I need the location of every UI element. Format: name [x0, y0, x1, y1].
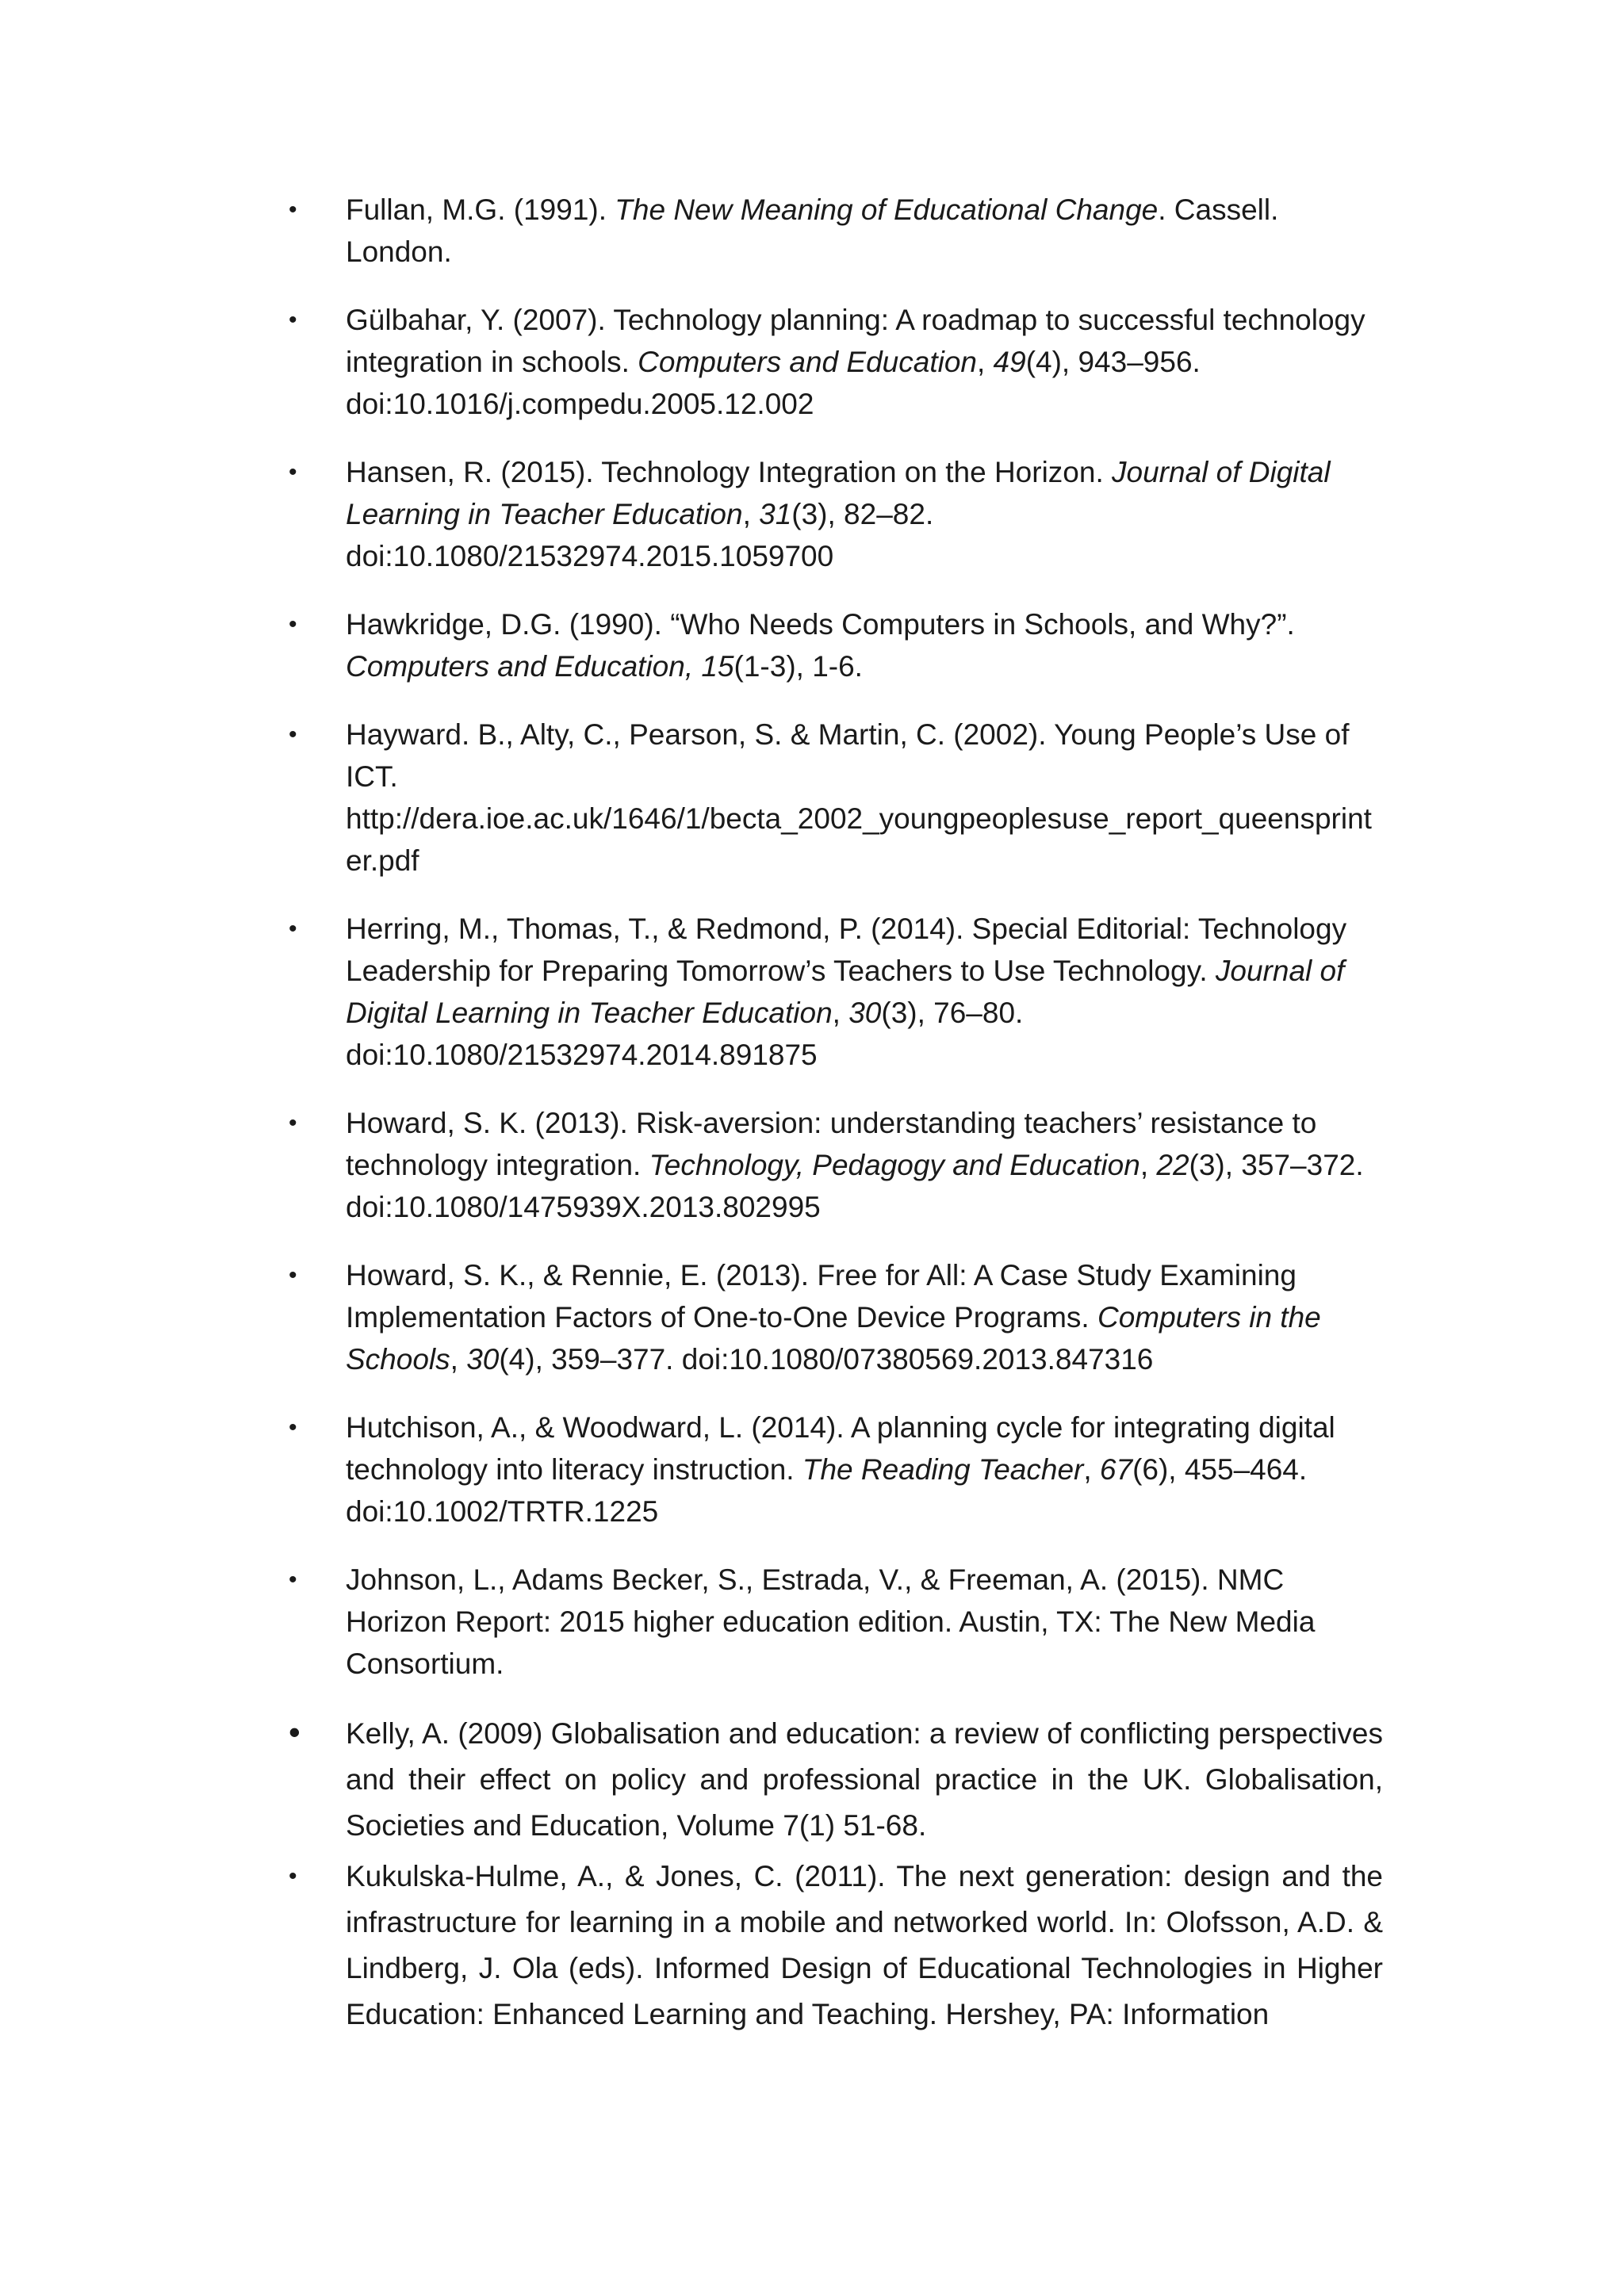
reference-segment: , [832, 997, 849, 1029]
reference-italic-segment: Journal of Digital Learning in Teacher Education [346, 456, 1331, 530]
reference-item [289, 1711, 1383, 1849]
reference-segment: , [450, 1343, 467, 1376]
reference-segment: Hayward. B., Alty, C., Pearson, S. & Martin, C. (2002). Young People’s Use of ICT. http://dera.ioe.ac.uk/1646/1/becta_2002_youngpeoplesuse_report_queensprinter.pdf [346, 718, 1372, 877]
reference-segment: (3), 357–372. doi:10.1080/1475939X.2013.802995 [346, 1149, 1364, 1223]
reference-item [289, 908, 1383, 1076]
reference-text [346, 603, 1383, 687]
reference-segment: Kukulska-Hulme, A., & Jones, C. (2011). The next generation: design and the infrastructure for learning in a mobile and networked world. In: Olofsson, A.D. & Lindberg, J. Ola (eds). Informed Design of Educational Technologies in Higher Education: Enhanced Learning and Teaching. Hershey, PA: Information [346, 1860, 1383, 2030]
bullet-icon: • [289, 1110, 297, 1136]
reference-segment: (4), 943–956. doi:10.1016/j.compedu.2005.12.002 [346, 346, 1201, 420]
bullet-icon: • [289, 459, 297, 485]
bullet-icon: • [289, 721, 297, 748]
bullet-icon: • [289, 611, 297, 637]
reference-text [346, 1711, 1383, 1849]
reference-segment: , [976, 346, 994, 378]
bullet-icon: • [289, 1713, 301, 1751]
reference-list [289, 189, 1383, 2042]
reference-italic-segment: 30 [848, 997, 882, 1029]
bullet-icon: • [289, 1863, 297, 1889]
reference-item [289, 1559, 1383, 1685]
reference-segment: Hutchison, A., & Woodward, L. (2014). A planning cycle for integrating digital technology into literacy instruction. [346, 1411, 1335, 1486]
reference-segment: Kelly, A. (2009) Globalisation and education: a review of conflicting perspectives and their effect on policy and professional practice in the UK. Globalisation, Societies and Education, Volume 7(1) 51-68. [346, 1717, 1383, 1842]
reference-text [346, 189, 1383, 273]
bullet-icon: • [289, 197, 297, 223]
reference-item [289, 451, 1383, 577]
reference-text [346, 1406, 1383, 1533]
reference-item [289, 1102, 1383, 1228]
reference-item [289, 714, 1383, 882]
bullet-icon: • [289, 1414, 297, 1441]
reference-segment: (3), 82–82. doi:10.1080/21532974.2015.1059700 [346, 498, 934, 572]
reference-italic-segment: The New Meaning of Educational Change [615, 193, 1159, 226]
reference-italic-segment: 49 [993, 346, 1026, 378]
reference-text [346, 908, 1383, 1076]
reference-text [346, 1254, 1383, 1380]
reference-segment: Johnson, L., Adams Becker, S., Estrada, V., & Freeman, A. (2015). NMC Horizon Report: 2015 higher education edition. Austin, TX: The New Media Consortium. [346, 1563, 1316, 1680]
reference-segment: (6), 455–464. doi:10.1002/TRTR.1225 [346, 1453, 1308, 1528]
reference-italic-segment: The Reading Teacher [802, 1453, 1084, 1486]
reference-item [289, 189, 1383, 273]
bullet-icon: • [289, 1262, 297, 1288]
reference-text [346, 1559, 1383, 1685]
reference-segment: Howard, S. K., & Rennie, E. (2013). Free for All: A Case Study Examining Implementation Factors of One-to-One Device Programs. [346, 1259, 1297, 1334]
reference-italic-segment: Journal of Digital Learning in Teacher Education [346, 955, 1345, 1029]
bullet-icon: • [289, 916, 297, 942]
reference-segment: Herring, M., Thomas, T., & Redmond, P. (2014). Special Editorial: Technology Leadership for Preparing Tomorrow’s Teachers to Use Technology. [346, 913, 1347, 987]
reference-italic-segment: 30 [466, 1343, 500, 1376]
reference-italic-segment: Computers and Education [638, 346, 977, 378]
reference-segment: , [1083, 1453, 1100, 1486]
reference-segment: Fullan, M.G. (1991). [346, 193, 615, 226]
reference-italic-segment: 22 [1156, 1149, 1189, 1181]
reference-italic-segment: Computers in the Schools [346, 1301, 1321, 1376]
bullet-icon: • [289, 307, 297, 333]
reference-text [346, 1102, 1383, 1228]
reference-item [289, 299, 1383, 425]
reference-segment: Hansen, R. (2015). Technology Integration on the Horizon. [346, 456, 1113, 488]
reference-segment: Hawkridge, D.G. (1990). “Who Needs Computers in Schools, and Why?”. [346, 608, 1295, 641]
reference-italic-segment: Computers and Education, 15 [346, 650, 734, 683]
reference-text [346, 299, 1383, 425]
reference-segment: Gülbahar, Y. (2007). Technology planning: A roadmap to successful technology integration in schools. [346, 304, 1365, 378]
reference-italic-segment: Technology, Pedagogy and Education [649, 1149, 1140, 1181]
reference-italic-segment: 67 [1099, 1453, 1133, 1486]
reference-segment: , [742, 498, 760, 530]
reference-text [346, 451, 1383, 577]
reference-item [289, 1406, 1383, 1533]
reference-text [346, 714, 1383, 882]
reference-item [289, 1854, 1383, 2038]
reference-italic-segment: 31 [759, 498, 792, 530]
reference-item [289, 1254, 1383, 1380]
reference-text [346, 1854, 1383, 2038]
reference-segment: Howard, S. K. (2013). Risk-aversion: understanding teachers’ resistance to technology integration. [346, 1107, 1317, 1181]
reference-segment: , [1139, 1149, 1157, 1181]
reference-segment: (3), 76–80. doi:10.1080/21532974.2014.891875 [346, 997, 1024, 1071]
reference-segment: (4), 359–377. doi:10.1080/07380569.2013.847316 [499, 1343, 1154, 1376]
reference-segment: . Cassell. London. [346, 193, 1279, 268]
reference-segment: (1-3), 1-6. [733, 650, 863, 683]
bullet-icon: • [289, 1567, 297, 1593]
reference-item [289, 603, 1383, 687]
